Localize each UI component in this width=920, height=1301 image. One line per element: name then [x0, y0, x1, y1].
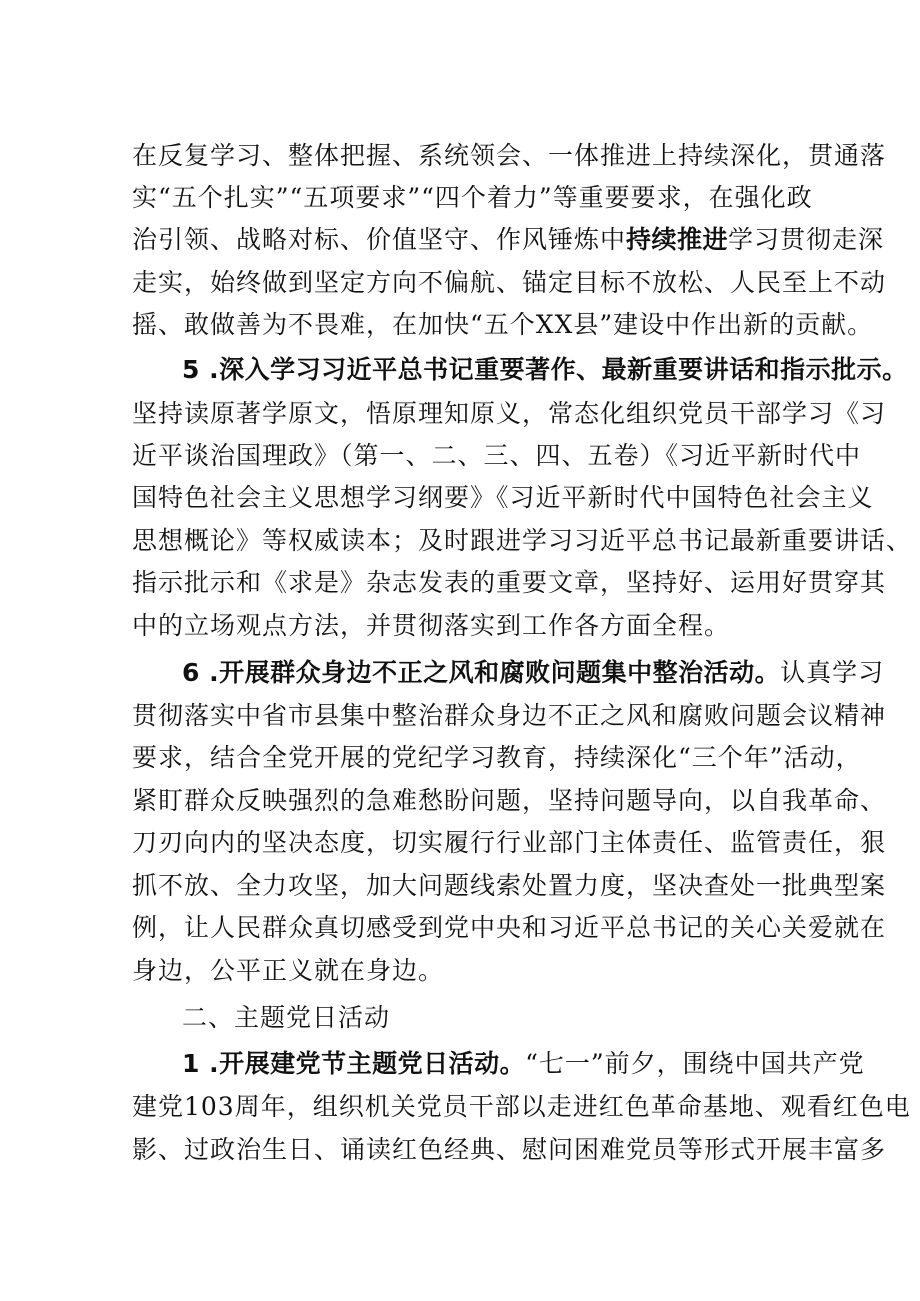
paragraph-line: 紧盯群众反映强烈的急难愁盼问题，坚持问题导向，以自我革命、 — [132, 786, 887, 815]
paragraph-line: 例，让人民群众真切感受到党中央和习近平总书记的关心关爱就在 — [132, 913, 887, 942]
paragraph-line: 实“五个扎实”“五项要求”“四个着力”等重要要求，在强化政 — [132, 183, 813, 212]
paragraph-line: 在反复学习、整体把握、系统领会、一体推进上持续深化，贯通落 — [132, 141, 887, 170]
emphasis-text: 持续推进 — [626, 225, 729, 254]
paragraph-line: 建党103周年，组织机关党员干部以走进红色革命基地、观看红色电 — [132, 1092, 911, 1121]
paragraph-text: 认真学习 — [780, 658, 885, 687]
item-heading: 5 .深入学习习近平总书记重要著作、最新重要讲话和指示批示。 — [182, 355, 908, 384]
paragraph-text: 治引领、战略对标、价值坚守、作风锤炼中 — [132, 225, 627, 254]
paragraph-line: 抓不放、全力攻坚，加大问题线索处置力度，坚决查处一批典型案 — [132, 871, 887, 900]
paragraph-line — [132, 218, 884, 262]
paragraph-text: “七一”前夕，围绕中国共产党 — [525, 1049, 865, 1078]
paragraph-line: 坚持读原著学原文，悟原理知原义，常态化组织党员干部学习《习 — [132, 399, 887, 428]
paragraph-line: 影、过政治生日、诵读红色经典、慰问困难党员等形式开展丰富多 — [132, 1135, 887, 1164]
paragraph-line: 思想概论》等权威读本；及时跟进学习习近平总书记最新重要讲话、 — [132, 526, 913, 555]
paragraph-line: 贯彻落实中省市县集中整治群众身边不正之风和腐败问题会议精神 — [132, 701, 887, 730]
paragraph-line: 中的立场观点方法，并贯彻落实到工作各方面全程。 — [132, 611, 731, 640]
item-heading-line — [182, 1042, 865, 1086]
item-heading-line — [182, 651, 884, 695]
paragraph-line: 刀刃向内的坚决态度，切实履行行业部门主体责任、监管责任，狠 — [132, 828, 887, 857]
paragraph-line: 身边，公平正义就在身边。 — [132, 956, 445, 985]
paragraph-line: 近平谈治国理政》（第一、二、三、四、五卷）《习近平新时代中 — [132, 441, 862, 470]
item-heading: 6 .开展群众身边不正之风和腐败问题集中整治活动。 — [182, 658, 781, 687]
paragraph-line: 摇、敢做善为不畏难，在加快“五个XX县”建设中作出新的贡献。 — [132, 310, 874, 339]
paragraph-line: 指示批示和《求是》杂志发表的重要文章，坚持好、运用好贯穿其 — [132, 568, 887, 597]
section-heading: 二、主题党日活动 — [182, 1003, 391, 1032]
paragraph-line: 走实，始终做到坚定方向不偏航、锚定目标不放松、人民至上不动 — [132, 268, 887, 297]
paragraph-line: 要求，结合全党开展的党纪学习教育，持续深化“三个年”活动， — [132, 743, 862, 772]
item-heading: 1 .开展建党节主题党日活动。 — [182, 1049, 526, 1078]
paragraph-line: 国特色社会主义思想学习纲要》《习近平新时代中国特色社会主义 — [132, 483, 874, 512]
paragraph-text: 学习贯彻走深 — [728, 225, 885, 254]
